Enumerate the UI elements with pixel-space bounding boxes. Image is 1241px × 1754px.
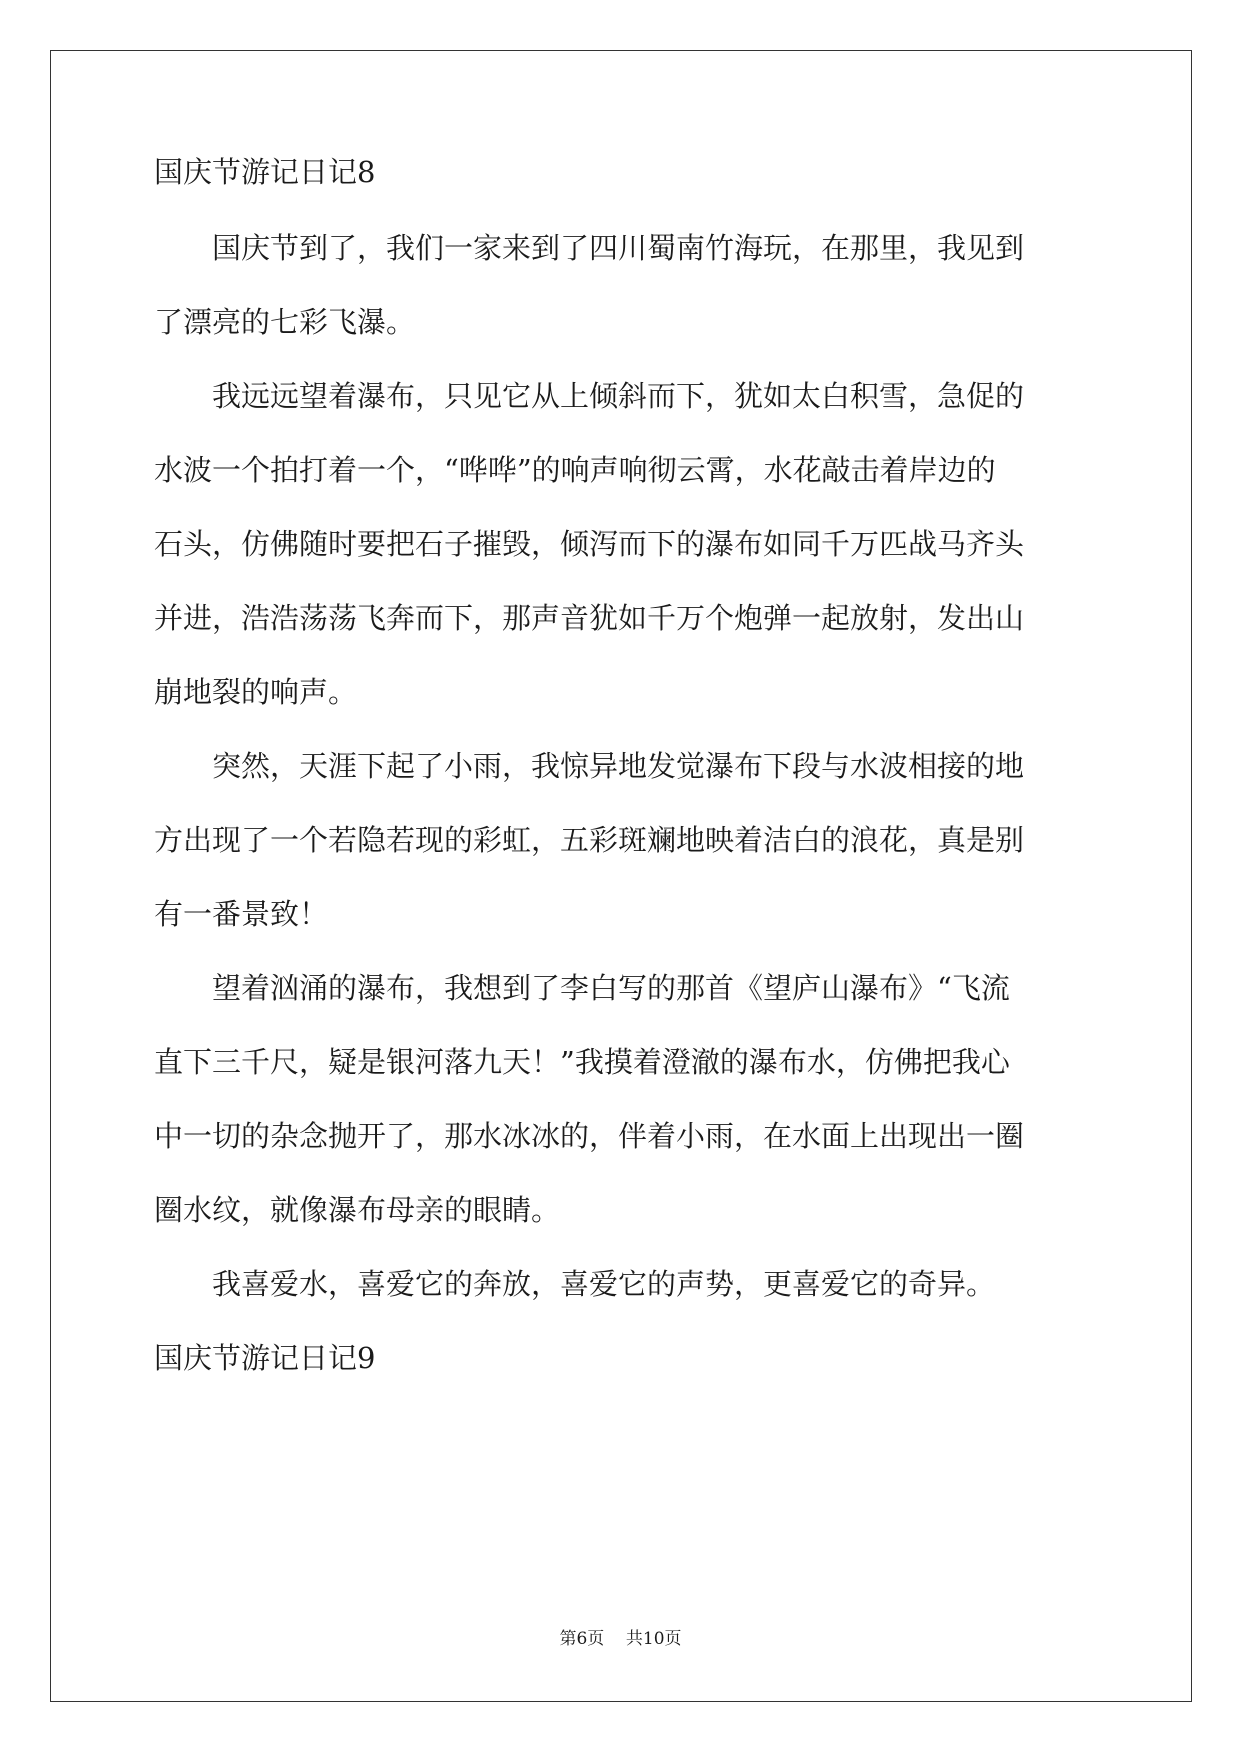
paragraph-line: 中一切的杂念抛开了，那水冰冰的，伴着小雨，在水面上出现出一圈 xyxy=(154,1119,1025,1153)
paragraph-line: 了漂亮的七彩飞瀑。 xyxy=(154,305,416,339)
paragraph-line: 我喜爱水，喜爱它的奔放，喜爱它的声势，更喜爱它的奇异。 xyxy=(212,1267,996,1301)
paragraph-line: 圈水纹，就像瀑布母亲的眼睛。 xyxy=(154,1193,561,1227)
paragraph-line: 直下三千尺，疑是银河落九天！”我摸着澄澈的瀑布水，仿佛把我心 xyxy=(154,1045,1010,1079)
paragraph-line: 水波一个拍打着一个，“哗哗”的响声响彻云霄，水花敲击着岸边的 xyxy=(154,453,996,487)
section-heading: 国庆节游记日记9 xyxy=(154,1341,376,1375)
page-footer: 第6页 共10页 xyxy=(559,1629,682,1649)
paragraph-line: 有一番景致！ xyxy=(154,897,329,931)
paragraph-line: 方出现了一个若隐若现的彩虹，五彩斑斓地映着洁白的浪花，真是别 xyxy=(154,823,1025,857)
paragraph-line: 我远远望着瀑布，只见它从上倾斜而下，犹如太白积雪，急促的 xyxy=(212,379,1025,413)
paragraph-line: 望着汹涌的瀑布，我想到了李白写的那首《望庐山瀑布》“飞流 xyxy=(212,971,1010,1005)
page-border xyxy=(50,50,1192,1702)
section-heading: 国庆节游记日记8 xyxy=(154,155,376,189)
paragraph-line: 突然，天涯下起了小雨，我惊异地发觉瀑布下段与水波相接的地 xyxy=(212,749,1025,783)
paragraph-line: 并进，浩浩荡荡飞奔而下，那声音犹如千万个炮弹一起放射，发出山 xyxy=(154,601,1025,635)
paragraph-line: 石头，仿佛随时要把石子摧毁，倾泻而下的瀑布如同千万匹战马齐头 xyxy=(154,527,1025,561)
paragraph-line: 崩地裂的响声。 xyxy=(154,675,358,709)
paragraph-line: 国庆节到了，我们一家来到了四川蜀南竹海玩，在那里，我见到 xyxy=(212,231,1025,265)
